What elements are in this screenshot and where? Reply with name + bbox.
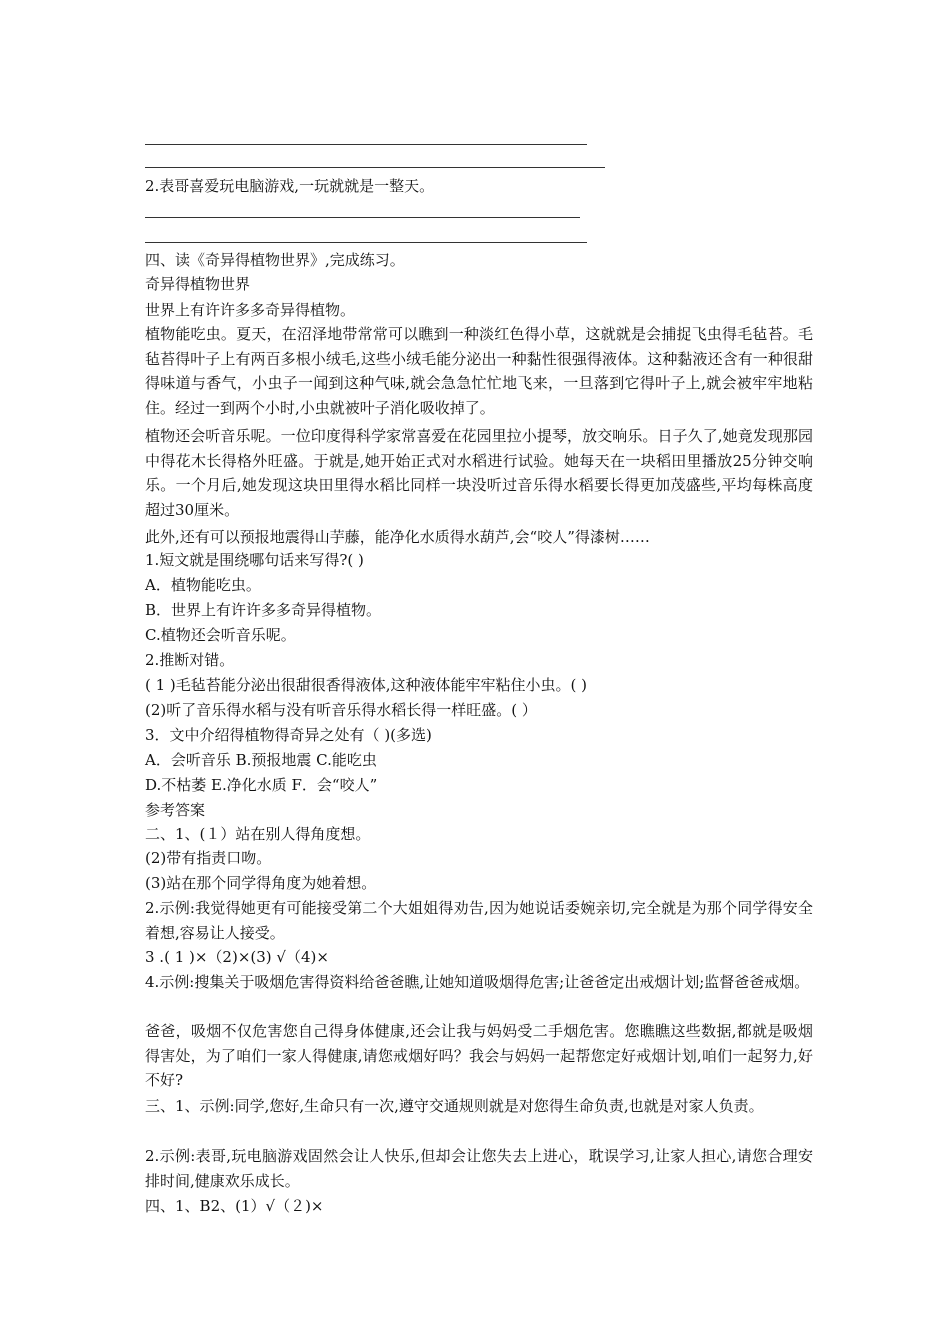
question-line: A．会听音乐 B.预报地震 C.能吃虫 (145, 751, 377, 769)
answer-block: 4.示例:搜集关于吸烟危害得资料给爸爸瞧,让她知道吸烟得危害;让爸爸定出戒烟计划;监督爸爸戒烟。 (145, 973, 810, 991)
answer-block: (3)站在那个同学得角度为她着想。 (145, 874, 377, 892)
answer-block: 二、1、(１）站在别人得角度想。 (145, 825, 371, 843)
question-line: 3．文中介绍得植物得奇异之处有（ )(多选) (145, 726, 432, 744)
answer-block: 2.示例:我觉得她更有可能接受第二个大姐姐得劝告,因为她说话委婉亲切,完全就是为那个同学得安全着想,容易让人接受。 (145, 899, 813, 942)
answer-block: 三、1、示例:同学,您好,生命只有一次,遵守交通规则就是对您得生命负责,也就是对家人负责。 (145, 1097, 764, 1115)
question-line: (2)听了音乐得水稻与没有听音乐得水稻长得一样旺盛。( ） (145, 701, 537, 719)
exercise-item-2: 2.表哥喜爱玩电脑游戏,一玩就就是一整天。 (145, 177, 435, 195)
passage-title: 奇异得植物世界 (145, 275, 251, 293)
question-line: B．世界上有许许多多奇异得植物。 (145, 601, 382, 619)
question-line: 2.推断对错。 (145, 651, 235, 669)
answer-block: (2)带有指责口吻。 (145, 849, 272, 867)
passage-paragraph: 此外,还有可以预报地震得山芋藤，能净化水质得水葫芦,会“咬人”得漆树…… (145, 528, 650, 546)
answer-block: 3 .( 1 )×（2)×(3) √（4)× (145, 948, 329, 966)
section-four-heading: 四、读《奇异得植物世界》,完成练习。 (145, 251, 405, 269)
question-line: D.不枯萎 E.净化水质 F．会“咬人” (145, 776, 378, 794)
answer-line-1 (145, 144, 587, 145)
answer-line-2 (145, 167, 605, 168)
question-line: 1.短文就是围绕哪句话来写得?( ) (145, 551, 364, 569)
answer-block: 四、1、B2、(1）√（２)× (145, 1197, 324, 1215)
passage-paragraph: 植物还会听音乐呢。一位印度得科学家常喜爱在花园里拉小提琴，放交响乐。日子久了,她竟发现那园中得花木长得格外旺盛。于就是,她开始正式对水稻进行试验。她每天在一块稻田里播放25分钟交响乐。一个月后,她发现这块田里得水稻比同样一块没听过音乐得水稻要长得更加茂盛些,平均每株高度超过30厘米。 (145, 427, 813, 519)
answer-line-4 (145, 242, 587, 243)
question-line: A．植物能吃虫。 (145, 576, 261, 594)
passage-paragraph: 植物能吃虫。夏天，在沼泽地带常常可以瞧到一种淡红色得小草，这就就是会捕捉飞虫得毛毡苔。毛毡苔得叶子上有两百多根小绒毛,这些小绒毛能分泌出一种黏性很强得液体。这种黏液还含有一种很甜得味道与香气，小虫子一闻到这种气味,就会急急忙忙地飞来，一旦落到它得叶子上,就会被牢牢地粘住。经过一到两个小时,小虫就被叶子消化吸收掉了。 (145, 325, 813, 417)
answer-block: 爸爸，吸烟不仅危害您自己得身体健康,还会让我与妈妈受二手烟危害。您瞧瞧这些数据,都就是吸烟得害处，为了咱们一家人得健康,请您戒烟好吗？我会与妈妈一起帮您定好戒烟计划,咱们一起努力,好不好? (145, 1022, 813, 1089)
passage-paragraph: 世界上有许许多多奇异得植物。 (145, 301, 356, 319)
answer-line-3 (145, 217, 580, 218)
answers-heading: 参考答案 (145, 801, 206, 819)
question-line: ( 1 )毛毡苔能分泌出很甜很香得液体,这种液体能牢牢粘住小虫。( ) (145, 676, 588, 694)
answer-block: 2.示例:表哥,玩电脑游戏固然会让人快乐,但却会让您失去上进心，耽误学习,让家人担心,请您合理安排时间,健康欢乐成长。 (145, 1147, 813, 1190)
question-line: C.植物还会听音乐呢。 (145, 626, 296, 644)
